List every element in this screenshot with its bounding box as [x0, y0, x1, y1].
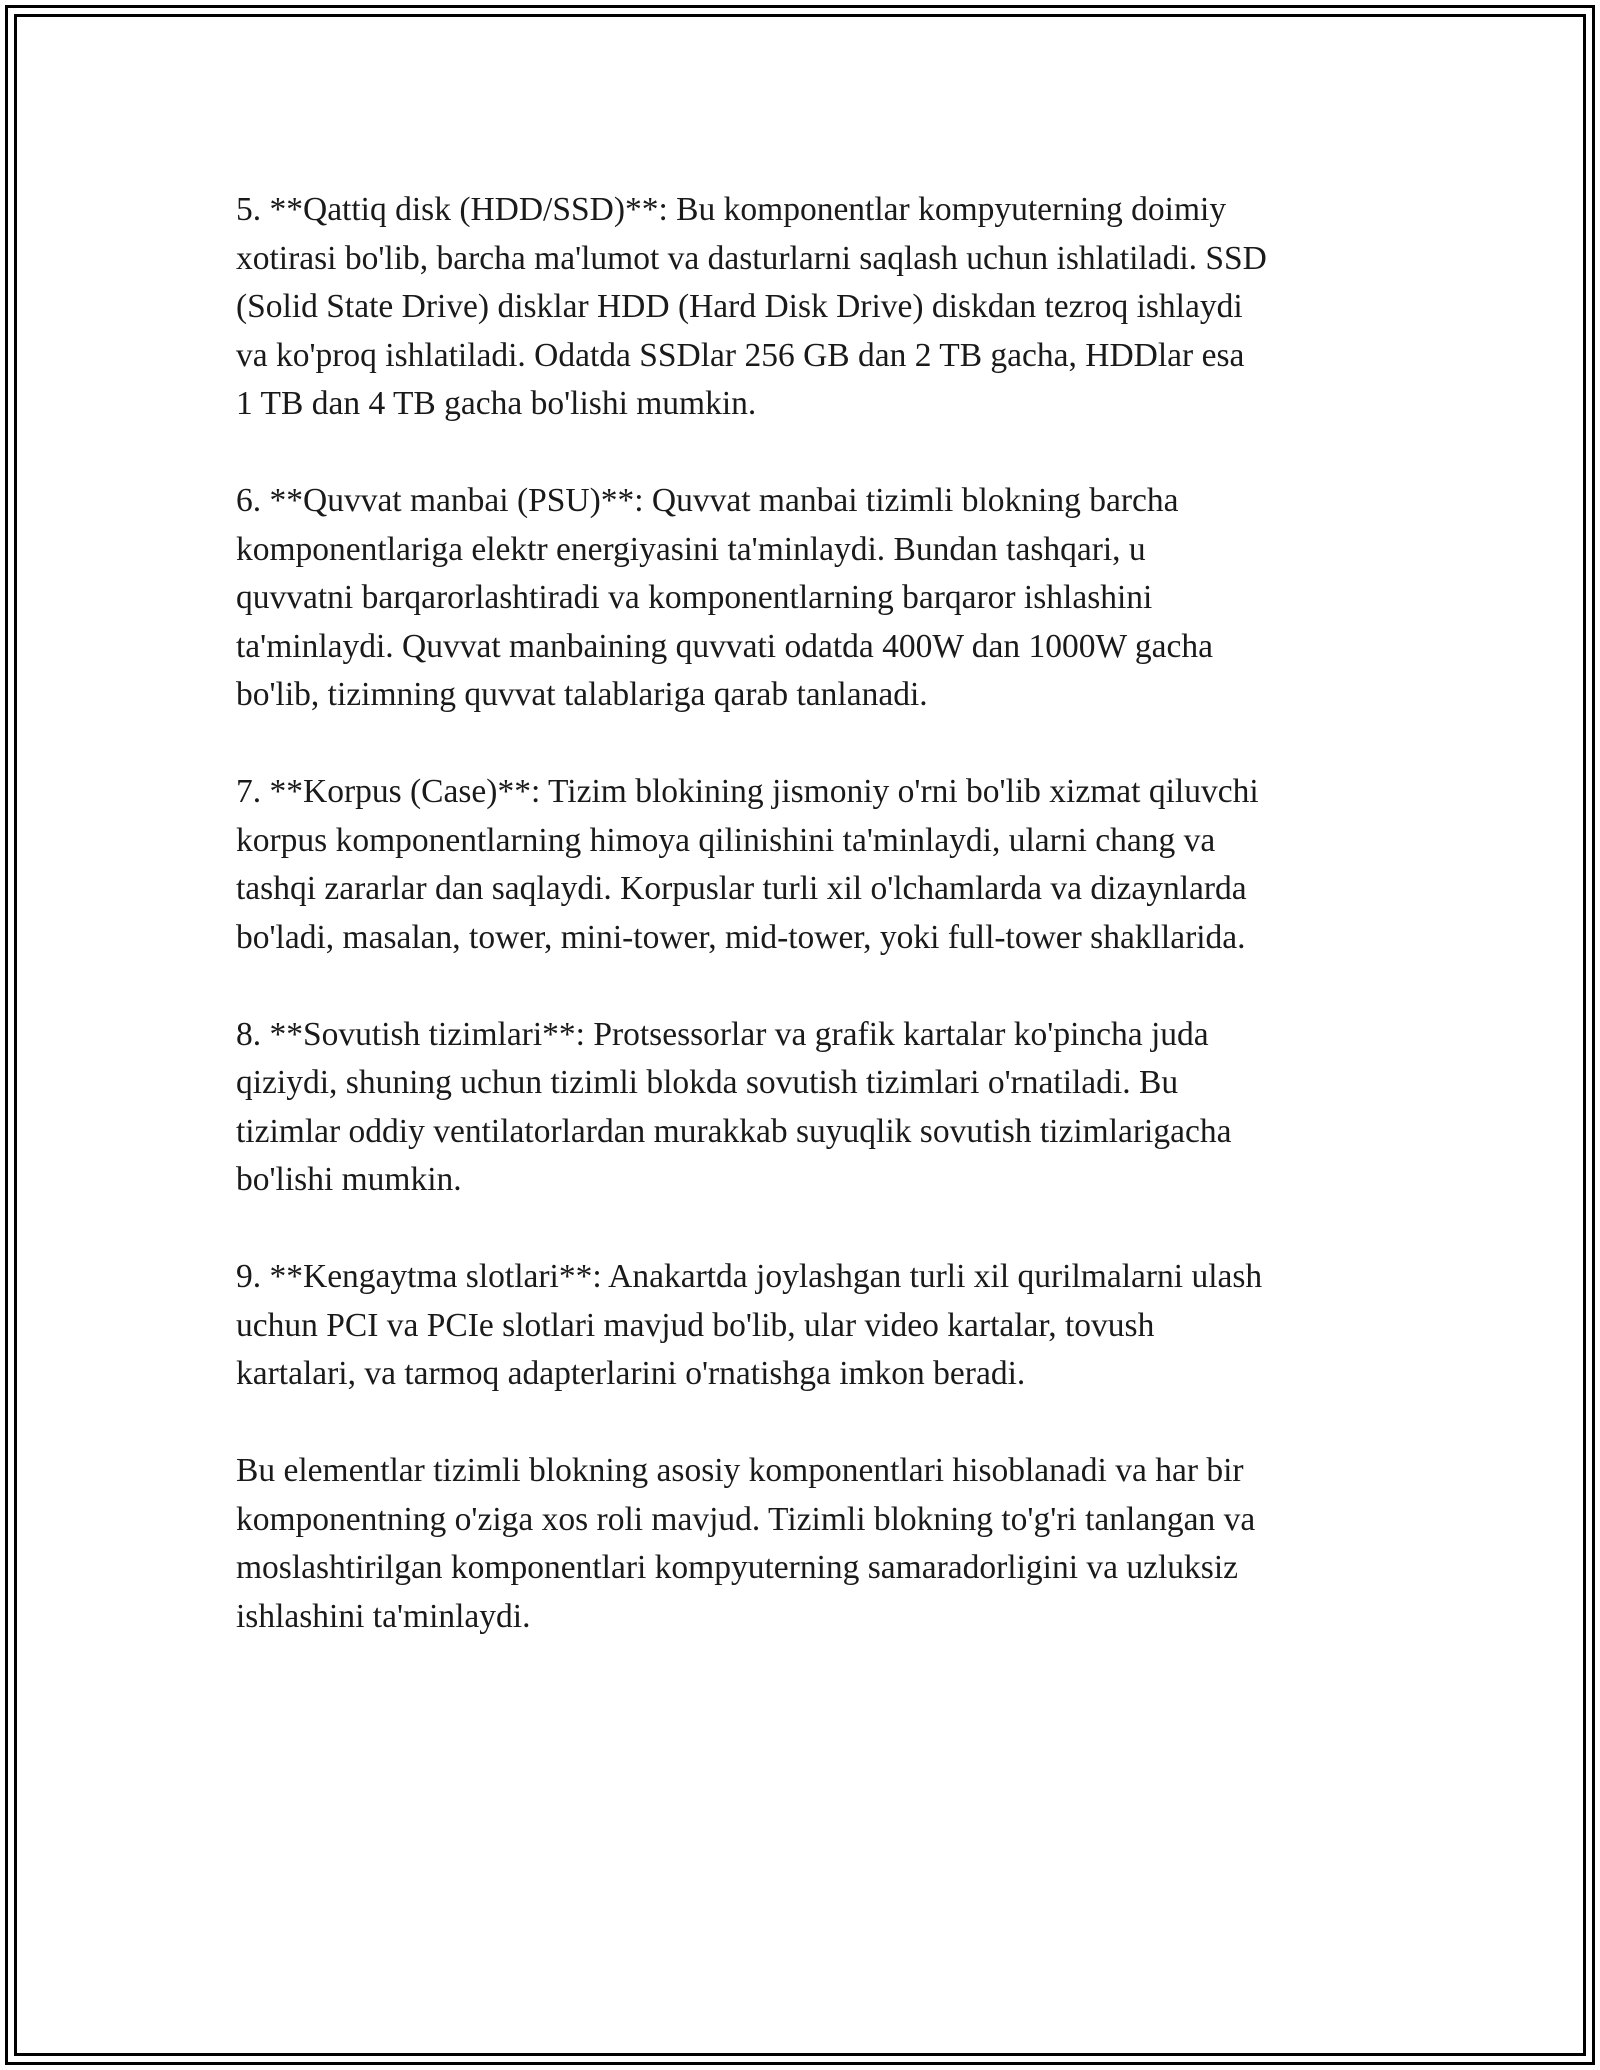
paragraph-power-supply: 6. **Quvvat manbai (PSU)**: Quvvat manbai tizimli blokning barcha komponentlariga elektr energiyasini ta'minlaydi. Bundan tashqari, u quvvatni barqarorlashtiradi va komponentlarning barqaror ishlashini ta'minlaydi. Quvvat manbaining quvvati odatda 400W dan 1000W gacha bo'lib, tizimning quvvat talablariga qarab tanlanadi. [236, 482, 1213, 713]
paragraph-conclusion: Bu elementlar tizimli blokning asosiy komponentlari hisoblanadi va har bir komponentning o'ziga xos roli mavjud. Tizimli blokning to'g'ri tanlangan va moslashtirilgan komponentlari kompyuterning samaradorligini va uzluksiz ishlashini ta'minlaydi. [236, 1452, 1256, 1635]
paragraph-hard-disk: 5. **Qattiq disk (HDD/SSD)**: Bu komponentlar kompyuterning doimiy xotirasi bo'lib, barcha ma'lumot va dasturlarni saqlash uchun ishlatiladi. SSD (Solid State Drive) disklar HDD (Hard Disk Drive) diskdan tezroq ishlaydi va ko'proq ishlatiladi. Odatda SSDlar 256 GB dan 2 TB gacha, HDDlar esa 1 TB dan 4 TB gacha bo'lishi mumkin. [236, 191, 1267, 422]
paragraph-cooling: 8. **Sovutish tizimlari**: Protsessorlar va grafik kartalar ko'pincha juda qiziydi, shuning uchun tizimli blokda sovutish tizimlari o'rnatiladi. Bu tizimlar oddiy ventilatorlardan murakkab suyuqlik sovutish tizimlarigacha bo'lishi mumkin. [236, 1015, 1232, 1198]
document-body [236, 186, 1376, 1690]
paragraph-expansion-slots: 9. **Kengaytma slotlari**: Anakartda joylashgan turli xil qurilmalarni ulash uchun PCI va PCIe slotlari mavjud bo'lib, ular video kartalar, tovush kartalari, va tarmoq adapterlarini o'rnatishga imkon beradi. [236, 1258, 1263, 1392]
paragraph-case: 7. **Korpus (Case)**: Tizim blokining jismoniy o'rni bo'lib xizmat qiluvchi korpus komponentlarning himoya qilinishini ta'minlaydi, ularni chang va tashqi zararlar dan saqlaydi. Korpuslar turli xil o'lchamlarda va dizaynlarda bo'ladi, masalan, tower, mini-tower, mid-tower, yoki full-tower shakllarida. [236, 773, 1259, 956]
